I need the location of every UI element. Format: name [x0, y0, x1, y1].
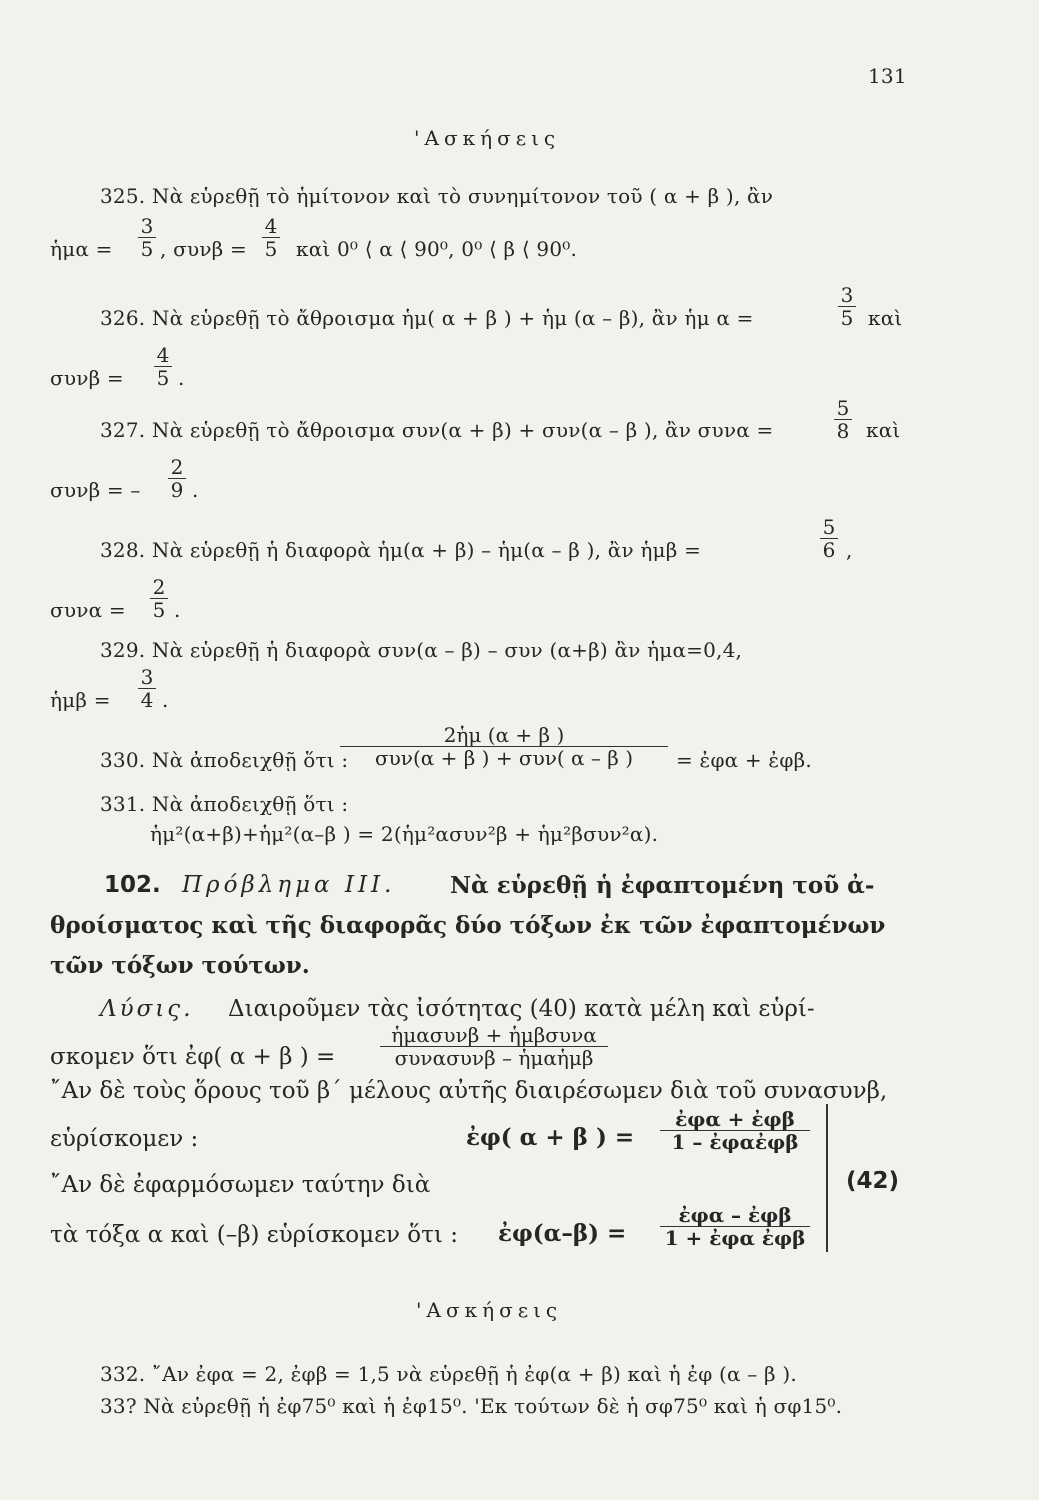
period: . [192, 478, 199, 502]
exercise-327-lhs2: συνβ = – [50, 478, 141, 502]
exercise-327-line1: 327. Νὰ εὑρεθῇ τὸ ἄθροισμα συν(α + β) + συν(α – β ), ἂν συνα = [100, 418, 774, 442]
period: . [178, 366, 185, 390]
problem-heading: Πρόβλημα III. [182, 872, 396, 898]
page-number: 131 [868, 64, 907, 88]
fraction-5-8: $\frac{5}{8}$ [834, 397, 852, 442]
solution-line3: ῎Αν δὲ τοὺς ὅρους τοῦ β΄ μέλους αὐτῆς διαιρέσωμεν διὰ τοῦ συνασυνβ, [50, 1078, 888, 1104]
comma: , [846, 538, 853, 562]
fraction-tan-sum-expanded: ἡμασυνβ + ἡμβσυνα συνασυνβ – ἡμαἡμβ [380, 1024, 608, 1069]
exercise-329-line1: 329. Νὰ εὑρεθῇ ἡ διαφορὰ συν(α – β) – συν (α+β) ἂν ἡμα=0,4, [100, 638, 743, 662]
fraction-tan-diff: ἐφα – ἐφβ 1 + ἐφα ἐφβ [660, 1204, 810, 1249]
exercise-328-lhs2: συνα = [50, 598, 126, 622]
exercise-331-formula: ἡμ²(α+β)+ἡμ²(α–β ) = 2(ἡμ²ασυν²β + ἡμ²βσυν²α). [150, 822, 659, 846]
exercise-331-label: 331. Νὰ ἀποδειχθῇ ὅτι : [100, 792, 349, 816]
equation-number: (42) [846, 1168, 900, 1194]
solution-line4: εὑρίσκομεν : [50, 1126, 199, 1152]
fraction-330: 2ἡμ (α + β ) συν(α + β ) + συν( α – β ) [340, 724, 668, 769]
problem-text-line3: τῶν τόξων τούτων. [50, 952, 310, 979]
solution-line1: Διαιροῦμεν τὰς ἰσότητας (40) κατὰ μέλη καὶ εὑρί- [228, 996, 815, 1022]
exercise-326-lhs2: συνβ = [50, 366, 124, 390]
exercise-326-and: καὶ [868, 306, 903, 330]
period: . [162, 688, 169, 712]
fraction-3-5: $\frac{3}{5}$ [838, 284, 856, 329]
fraction-3-5: $\frac{3}{5}$ [138, 215, 156, 260]
exercise-330-rhs: = ἐφα + ἐφβ. [676, 748, 812, 772]
exercise-330-label: 330. Νὰ ἀποδειχθῇ ὅτι : [100, 748, 349, 772]
exercise-325-line1: 325. Νὰ εὑρεθῇ τὸ ἡμίτονον καὶ τὸ συνημίτονον τοῦ ( α + β ), ἂν [100, 184, 774, 208]
exercise-325-conditions: καὶ 0⁰ ⟨ α ⟨ 90⁰, 0⁰ ⟨ β ⟨ 90⁰. [296, 237, 578, 261]
fraction-2-5: $\frac{2}{5}$ [150, 576, 168, 621]
fraction-4-5: $\frac{4}{5}$ [262, 215, 280, 260]
exercise-329-lhs2: ἡμβ = [50, 688, 111, 712]
exercise-328-line1: 328. Νὰ εὑρεθῇ ἡ διαφορὰ ἡμ(α + β) – ἡμ(α – β ), ἂν ἡμβ = [100, 538, 702, 562]
fraction-tan-sum: ἐφα + ἐφβ 1 – ἐφαἐφβ [660, 1108, 810, 1153]
fraction-2-9: $\frac{2}{9}$ [168, 456, 186, 501]
exercise-333: 33? Νὰ εὑρεθῇ ἡ ἐφ75⁰ καὶ ἡ ἐφ15⁰. 'Εκ τούτων δὲ ἡ σφ75⁰ καὶ ἡ σφ15⁰. [100, 1394, 843, 1418]
period: . [174, 598, 181, 622]
problem-number: 102. [104, 872, 161, 898]
exercise-327-and: καὶ [866, 418, 901, 442]
section-title-exercises-2: 'Ασκήσεις [416, 1298, 563, 1322]
tan-sum-lhs: ἐφ( α + β ) = [466, 1124, 635, 1151]
problem-text-line2: θροίσματος καὶ τῆς διαφορᾶς δύο τόξων ἐκ τῶν ἐφαπτομένων [50, 912, 886, 939]
problem-text-line1: Νὰ εὑρεθῇ ἡ ἐφαπτομένη τοῦ ἀ- [450, 872, 875, 899]
exercise-326-line1: 326. Νὰ εὑρεθῇ τὸ ἄθροισμα ἡμ( α + β ) + ἡμ (α – β), ἂν ἡμ α = [100, 306, 754, 330]
brace [812, 1104, 828, 1252]
solution-line2: σκομεν ὅτι ἐφ( α + β ) = [50, 1044, 336, 1070]
exercise-332: 332. ῎Αν ἐφα = 2, ἐφβ = 1,5 νὰ εὑρεθῇ ἡ ἐφ(α + β) καὶ ἡ ἐφ (α – β ). [100, 1362, 797, 1386]
exercise-325-mid: , συνβ = [160, 237, 247, 261]
fraction-5-6: $\frac{5}{6}$ [820, 516, 838, 561]
exercise-325-lhs: ἡμα = [50, 237, 113, 261]
solution-line5: ῎Αν δὲ ἐφαρμόσωμεν ταύτην διὰ [50, 1172, 431, 1198]
solution-label: Λύσις. [100, 996, 194, 1022]
section-title-exercises: 'Ασκήσεις [414, 126, 561, 150]
fraction-3-4: $\frac{3}{4}$ [138, 666, 156, 711]
fraction-4-5: $\frac{4}{5}$ [154, 344, 172, 389]
solution-line6: τὰ τόξα α καὶ (–β) εὑρίσκομεν ὅτι : [50, 1222, 458, 1248]
tan-diff-lhs: ἐφ(α–β) = [498, 1220, 627, 1247]
